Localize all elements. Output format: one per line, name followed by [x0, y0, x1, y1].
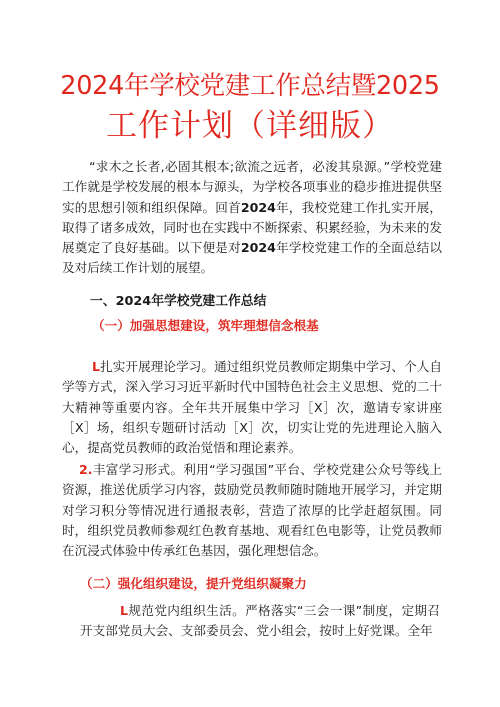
item-number: L	[92, 359, 101, 374]
item-text: 丰富学习形式。利用“学习强国”平台、学校党建公众号等线上资源，推送优质学习内容，鼓励党员教师随时随地开展学习，并定期对学习积分等情况进行通报表彰，营造了浓厚的比学赶超氛围。同时，组织党员教师参观红色教育基地、观看红色电影等，让党员教师在沉浸式体验中传承红色基因，强化理想信念。	[62, 462, 442, 559]
intro-paragraph	[62, 157, 442, 279]
item-text: 规范党内组织生活。严格落实“三会一课”制度，定期召开支部党员大会、支部委员会、党小组会，按时上好党课。全年	[80, 603, 440, 639]
intro-text-c: 年学校党建工作的全面总结以及对后续工作计划的展望。	[62, 240, 443, 276]
list-item	[80, 601, 440, 642]
item-number: 2.	[79, 462, 93, 477]
intro-year-b: 2024	[240, 240, 276, 256]
subsection-1-heading: （一）加强思想建设，筑牢理想信念根基	[92, 318, 319, 333]
document-title-line-1: 2024年学校党建工作总结暨2025	[60, 71, 440, 101]
item-text: 扎实开展理论学习。通过组织党员教师定期集中学习、个人自学等方式，深入学习习近平新时代中国特色社会主义思想、党的二十大精神等重要内容。全年共开展集中学习［X］次，邀请专家讲座［X］场，组织专题研讨活动［X］次，切实让党的先进理论入脑入心，提高党员教师的政治觉悟和理论素养。	[62, 359, 442, 456]
subsection-2-heading: （二）强化组织建设，提升党组织凝聚力	[80, 576, 307, 591]
section-1-heading: 一、2024年学校党建工作总结	[90, 294, 267, 309]
list-item	[62, 357, 442, 458]
item-number: L	[120, 603, 129, 618]
intro-year-a: 2024	[240, 199, 276, 215]
intro-text-a: “求木之长者,必固其根本;欲流之远者，必浚其泉源。”学校党建工作就是学校发展的根本与源头，为学校各项事业的稳步推进提供坚实的思想引领和组织保障。回首	[62, 159, 442, 215]
intro-text-b: 年，我校党建工作扎实开展，取得了诸多成效，同时也在实践中不断探索、积累经验，为未来的发展奠定了良好基础。以下便是对	[62, 199, 443, 256]
list-item	[62, 460, 442, 561]
document-title-line-2: 工作计划（详细版）	[106, 108, 394, 144]
